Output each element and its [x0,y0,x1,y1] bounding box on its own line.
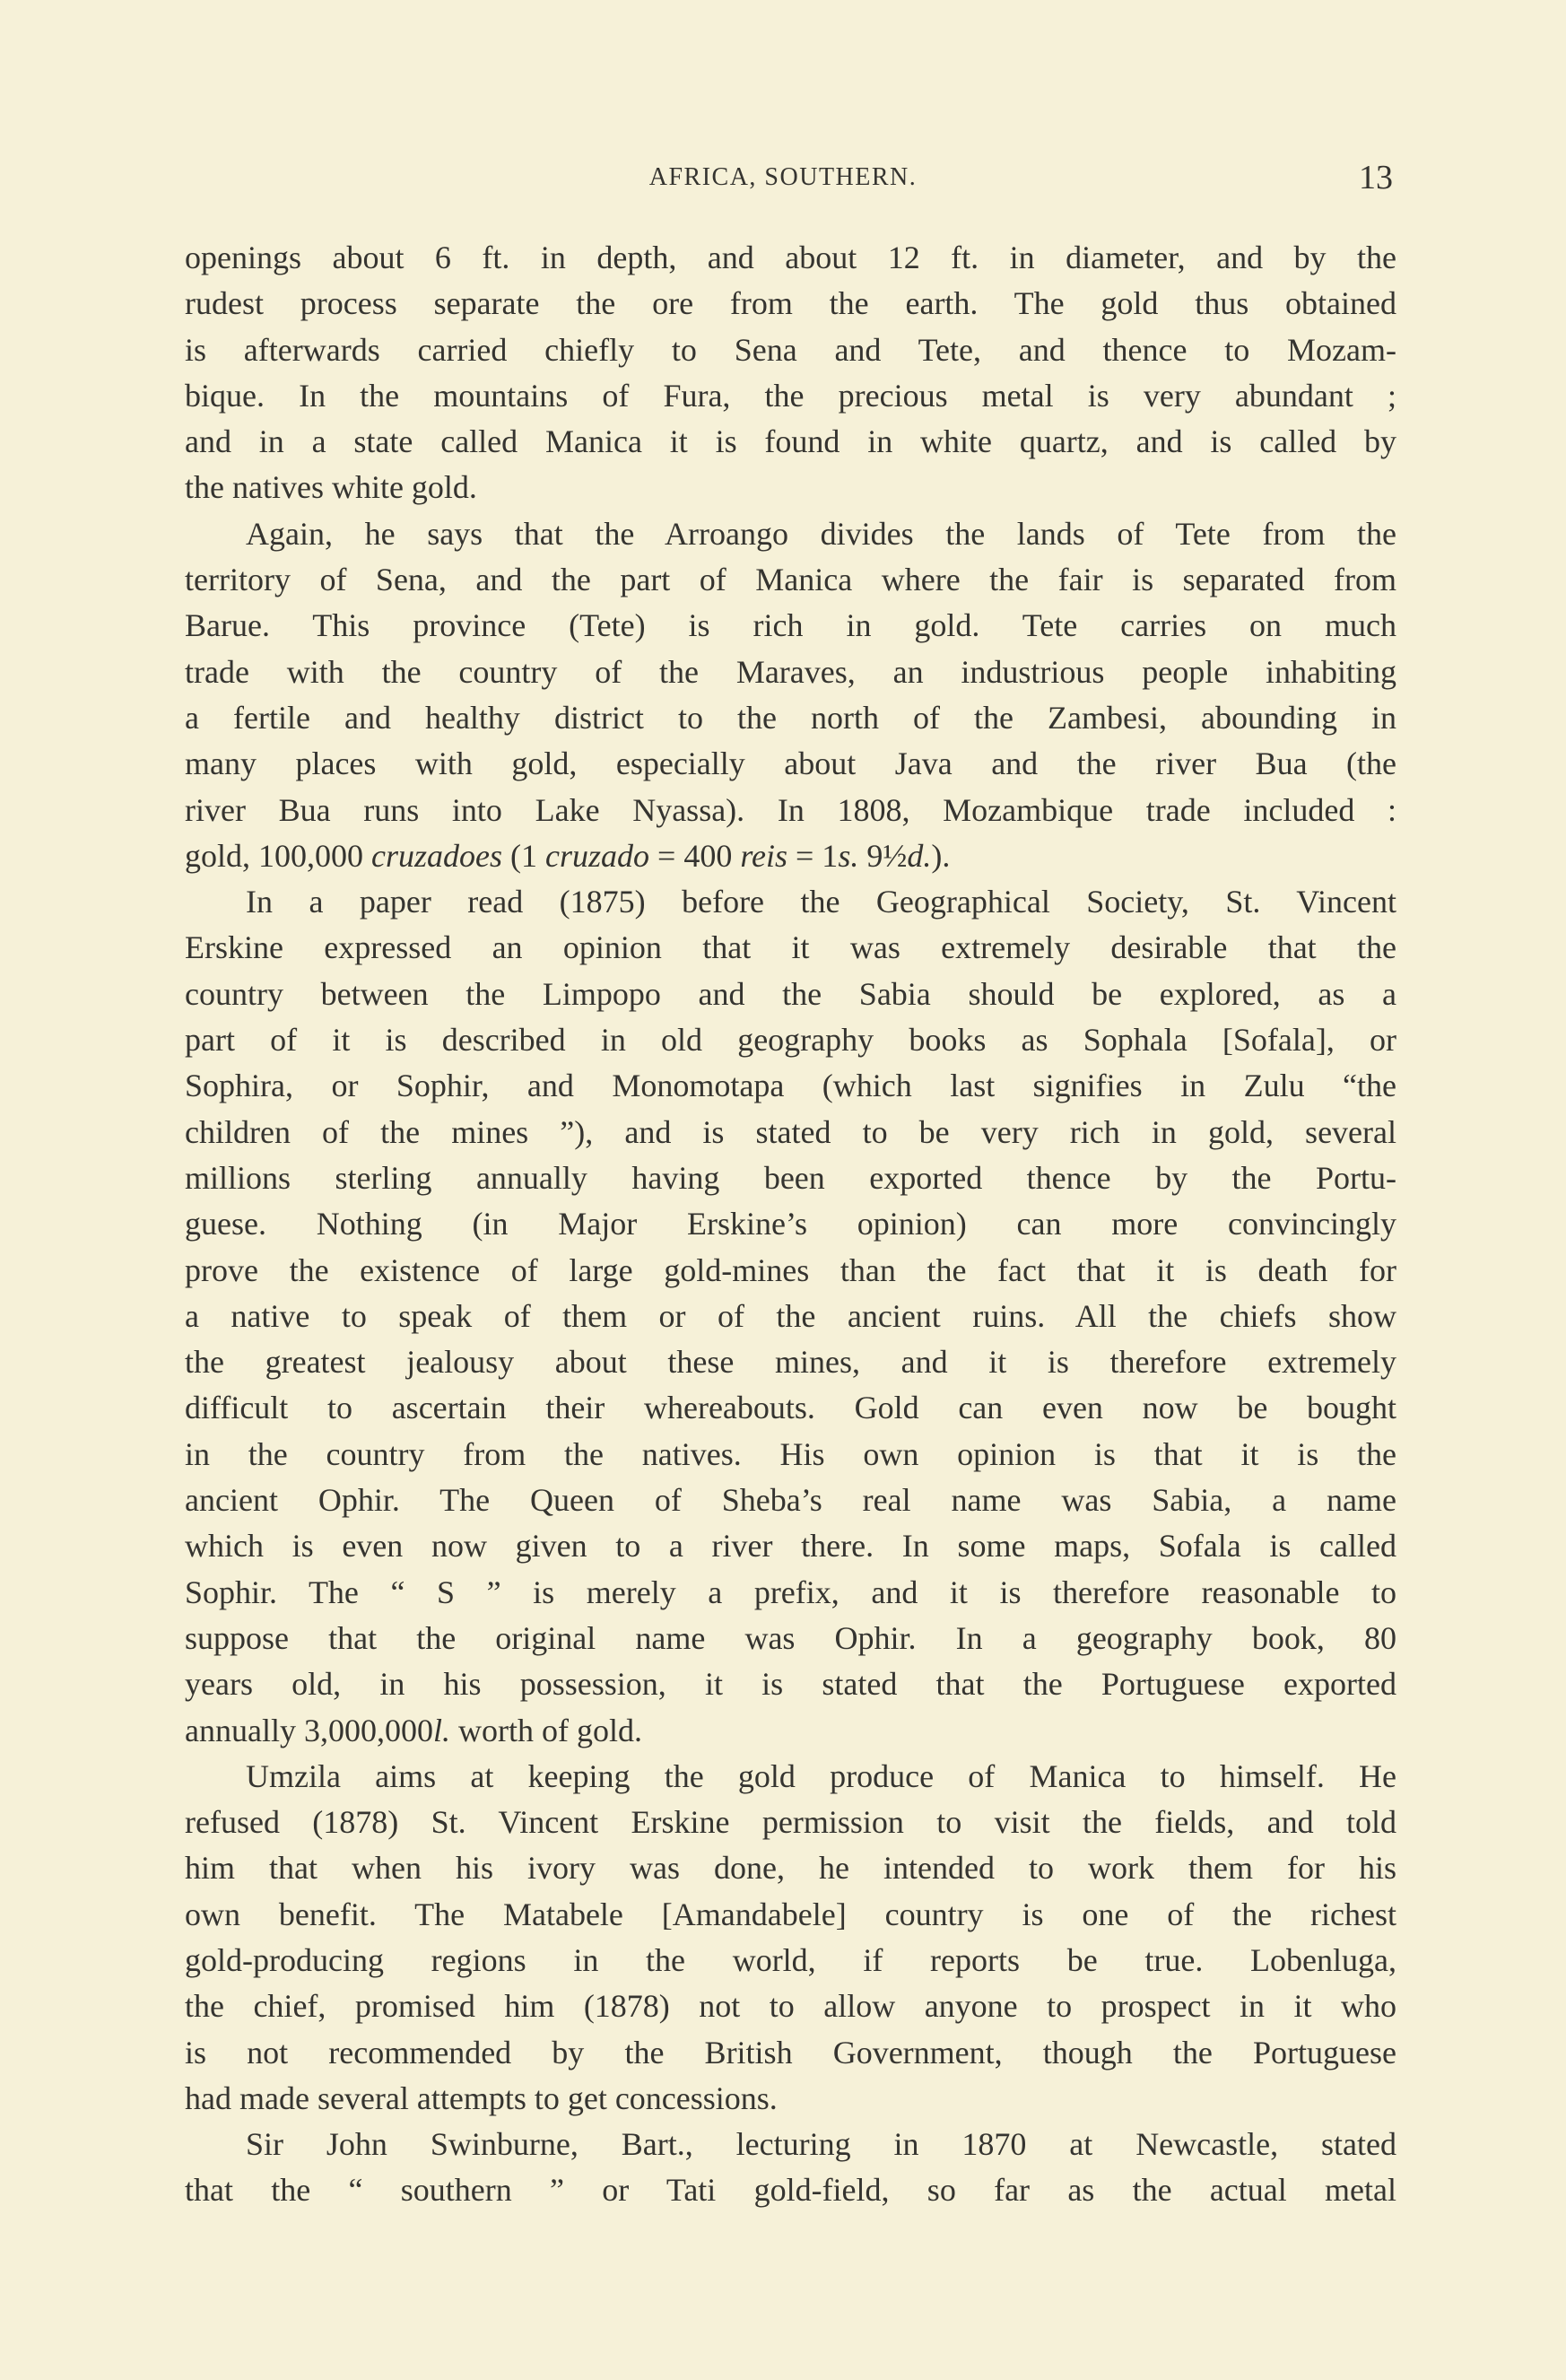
text-line: Again, he says that the Arroango divides the lands of Tete from the [246,515,1396,552]
text-line: Sir John Swinburne, Bart., lecturing in 1870 at Newcastle, stated [246,2126,1396,2163]
text-line: that the “ southern ” or Tati gold-field, so far as the actual metal [185,2172,1396,2209]
text-line: children of the mines ”), and is stated to be very rich in gold, several [185,1113,1396,1150]
text-line: is not recommended by the British Government, though the Portuguese [185,2034,1396,2071]
text-line: Barue. This province (Tete) is rich in gold. Tete carries on much [185,607,1396,644]
text-line: Erskine expressed an opinion that it was extremely desirable that the [185,929,1396,966]
text-line: Sophira, or Sophir, and Monomotapa (which last signifies in Zulu “the [185,1068,1396,1104]
text-line: territory of Sena, and the part of Manica where the fair is separated from [185,562,1396,598]
text-line: refused (1878) St. Vincent Erskine permission to visit the fields, and told [185,1804,1396,1841]
running-head [0,160,1566,199]
italic-text: l. [432,1712,450,1748]
text-line: years old, in his possession, it is stated that the Portuguese exported [185,1666,1396,1703]
text-line: river Bua runs into Lake Nyassa). In 1808, Mozambique trade included : [185,791,1396,828]
italic-text: d. [907,837,932,874]
text-line: the chief, promised him (1878) not to allow anyone to prospect in it who [185,1988,1396,2025]
text-segment: ). [931,837,951,874]
text-line: prove the existence of large gold-mines than the fact that it is death for [185,1251,1396,1288]
running-head-title: AFRICA, SOUTHERN. [648,163,918,191]
text-line: and in a state called Manica it is found in white quartz, and is called by [185,423,1396,460]
text-segment: (1 [502,837,546,874]
text-segment: = 400 [649,837,741,874]
text-line: which is even now given to a river there. In some maps, Sofala is called [185,1528,1396,1565]
text-line: In a paper read (1875) before the Geographical Society, St. Vincent [246,884,1396,920]
text-line: Umzila aims at keeping the gold produce of Manica to himself. He [246,1757,1396,1794]
text-line: the natives white gold. [185,469,477,506]
text-line: him that when his ivory was done, he intended to work them for his [185,1850,1396,1887]
text-line: ancient Ophir. The Queen of Sheba’s real name was Sabia, a name [185,1482,1396,1519]
text-segment: worth of gold. [449,1712,642,1748]
text-line: a native to speak of them or of the ancient ruins. All the chiefs show [185,1297,1396,1334]
text-line: many places with gold, especially about Java and the river Bua (the [185,745,1396,782]
text-line: millions sterling annually having been exported thence by the Portu- [185,1159,1396,1196]
italic-text: reis [740,837,787,874]
italic-text: cruzado [545,837,650,874]
text-line [185,1708,1396,1754]
text-line: in the country from the natives. His own opinion is that it is the [185,1435,1396,1472]
text-line: country between the Limpopo and the Sabia should be explored, as a [185,975,1396,1012]
text-line: openings about 6 ft. in depth, and about 12 ft. in diameter, and by the [185,240,1396,275]
text-line: a fertile and healthy district to the north of the Zambesi, abounding in [185,699,1396,736]
text-line: gold-producing regions in the world, if reports be true. Lobenluga, [185,1941,1396,1978]
text-segment: 9½ [858,837,908,874]
text-line: trade with the country of the Maraves, an industrious people inhabiting [185,653,1396,690]
text-segment: gold, 100,000 [185,837,372,874]
text-line: difficult to ascertain their whereabouts. Gold can even now be bought [185,1390,1396,1426]
text-line: guese. Nothing (in Major Erskine’s opinion) can more convincingly [185,1206,1396,1242]
text-line: suppose that the original name was Ophir. In a geography book, 80 [185,1619,1396,1656]
text-line: rudest process separate the ore from the earth. The gold thus obtained [185,285,1396,322]
text-segment: = 1 [787,837,839,874]
text-line [185,833,1396,879]
text-line: had made several attempts to get concessions. [185,2079,778,2116]
text-line: is afterwards carried chiefly to Sena and Tete, and thence to Mozam- [185,331,1396,368]
text-line: bique. In the mountains of Fura, the precious metal is very abundant ; [185,377,1396,414]
body-text [185,235,1396,2214]
text-line: the greatest jealousy about these mines, and it is therefore extremely [185,1344,1396,1381]
text-line: part of it is described in old geography books as Sophala [Sofala], or [185,1022,1396,1059]
italic-text: s. [838,837,859,874]
page-number: 13 [1359,159,1393,196]
text-line: Sophir. The “ S ” is merely a prefix, and it is therefore reasonable to [185,1574,1396,1610]
text-segment: annually 3,000,000 [185,1712,433,1748]
text-line: own benefit. The Matabele [Amandabele] country is one of the richest [185,1896,1396,1932]
italic-text: cruzadoes [371,837,503,874]
